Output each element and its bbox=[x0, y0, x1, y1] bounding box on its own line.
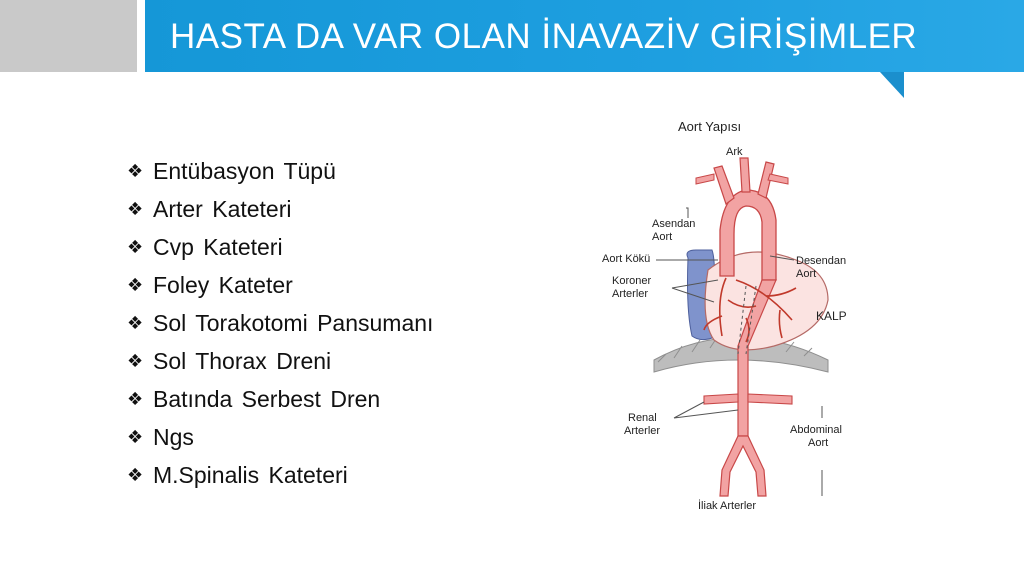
list-item-text: Arter Kateteri bbox=[153, 195, 292, 222]
iliac-artery-shape bbox=[720, 436, 766, 496]
bullet-list bbox=[127, 152, 433, 494]
title-bar-tab bbox=[880, 72, 904, 98]
renal-artery-shape bbox=[704, 394, 738, 404]
bullet-diamond-icon: ❖ bbox=[127, 198, 144, 219]
bullet-diamond-icon: ❖ bbox=[127, 160, 144, 181]
label-asendan-1: Asendan bbox=[652, 218, 696, 230]
list-item bbox=[127, 152, 433, 190]
list-item bbox=[127, 228, 433, 266]
label-kalp: KALP bbox=[816, 309, 847, 323]
aorta-diagram bbox=[596, 110, 876, 520]
bullet-diamond-icon: ❖ bbox=[127, 274, 144, 295]
list-item-text: Foley Kateter bbox=[153, 271, 293, 298]
list-item-text: Cvp Kateteri bbox=[153, 233, 283, 260]
list-item-text: Sol Torakotomi Pansumanı bbox=[153, 309, 434, 336]
label-desendan-2: Aort bbox=[796, 268, 817, 280]
bullet-diamond-icon: ❖ bbox=[127, 236, 144, 257]
diagram-title: Aort Yapısı bbox=[678, 119, 742, 134]
label-koroner-2: Arterler bbox=[612, 288, 649, 300]
list-item-text: M.Spinalis Kateteri bbox=[153, 461, 348, 488]
list-item bbox=[127, 380, 433, 418]
label-desendan-1: Desendan bbox=[796, 255, 847, 267]
label-renal-2: Arterler bbox=[624, 425, 661, 437]
label-abdominal-1: Abdominal bbox=[790, 424, 842, 436]
list-item-text: Entübasyon Tüpü bbox=[153, 157, 336, 184]
label-renal-1: Renal bbox=[628, 412, 657, 424]
list-item bbox=[127, 418, 433, 456]
list-item-text: Batında Serbest Dren bbox=[153, 385, 381, 412]
list-item bbox=[127, 342, 433, 380]
label-aort-koku: Aort Kökü bbox=[602, 253, 651, 265]
label-koroner-1: Koroner bbox=[612, 275, 652, 287]
list-item-text: Sol Thorax Dreni bbox=[153, 347, 332, 374]
label-asendan-2: Aort bbox=[652, 231, 673, 243]
bullet-diamond-icon: ❖ bbox=[127, 426, 144, 447]
bullet-diamond-icon: ❖ bbox=[127, 350, 144, 371]
label-abdominal-2: Aort bbox=[808, 437, 829, 449]
header-grey-block bbox=[0, 0, 137, 72]
label-iliak: İliak Arterler bbox=[698, 500, 757, 512]
list-item bbox=[127, 456, 433, 494]
bullet-diamond-icon: ❖ bbox=[127, 312, 144, 333]
list-item bbox=[127, 266, 433, 304]
label-ark: Ark bbox=[726, 146, 743, 158]
bullet-diamond-icon: ❖ bbox=[127, 464, 144, 485]
bullet-diamond-icon: ❖ bbox=[127, 388, 144, 409]
list-item bbox=[127, 190, 433, 228]
list-item bbox=[127, 304, 433, 342]
list-item-text: Ngs bbox=[153, 423, 194, 450]
slide-title: HASTA DA VAR OLAN İNAVAZİV GİRİŞİMLER bbox=[170, 17, 918, 56]
